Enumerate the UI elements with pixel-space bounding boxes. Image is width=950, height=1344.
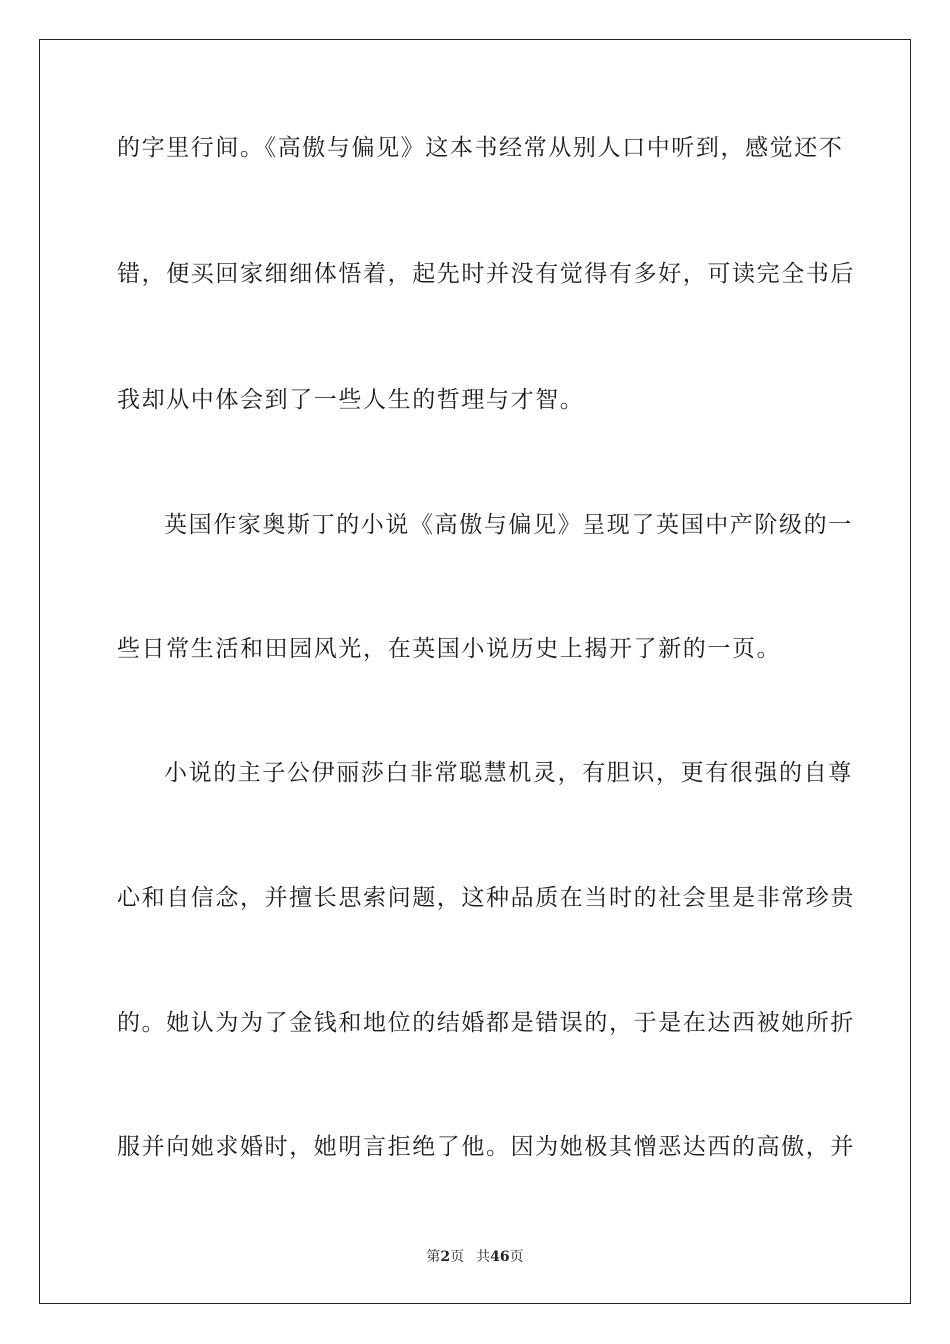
page-footer	[0, 1248, 950, 1266]
text-line: 的字里行间。《高傲与偏见》这本书经常从别人口中听到，感觉还不	[117, 135, 844, 161]
text-line: 心和自信念，并擅长思索问题，这种品质在当时的社会里是非常珍贵	[117, 885, 855, 911]
page-frame	[39, 39, 911, 1304]
footer-page-suffix: 页	[450, 1249, 465, 1265]
text-line: 的。她认为为了金钱和地位的结婚都是错误的，于是在达西被她所折	[117, 1010, 855, 1036]
text-line: 服并向她求婚时，她明言拒绝了他。因为她极其憎恶达西的高傲，并	[117, 1134, 855, 1160]
footer-total-prefix: 共	[476, 1249, 491, 1265]
text-line: 错，便买回家细细体悟着，起先时并没有觉得有多好，可读完全书后	[117, 261, 855, 287]
paragraph-first-line: 小说的主子公伊丽莎白非常聪慧机灵，有胆识，更有很强的自尊	[164, 760, 853, 786]
text-line: 些日常生活和田园风光，在英国小说历史上揭开了新的一页。	[117, 636, 782, 662]
footer-page-prefix: 第	[426, 1249, 441, 1265]
footer-page-number: 2	[440, 1249, 451, 1265]
footer-total-pages: 46	[490, 1249, 510, 1265]
paragraph-first-line: 英国作家奥斯丁的小说《高傲与偏见》呈现了英国中产阶级的一	[164, 512, 853, 538]
text-line: 我却从中体会到了一些人生的哲理与才智。	[117, 387, 585, 413]
footer-total-suffix: 页	[509, 1249, 524, 1265]
